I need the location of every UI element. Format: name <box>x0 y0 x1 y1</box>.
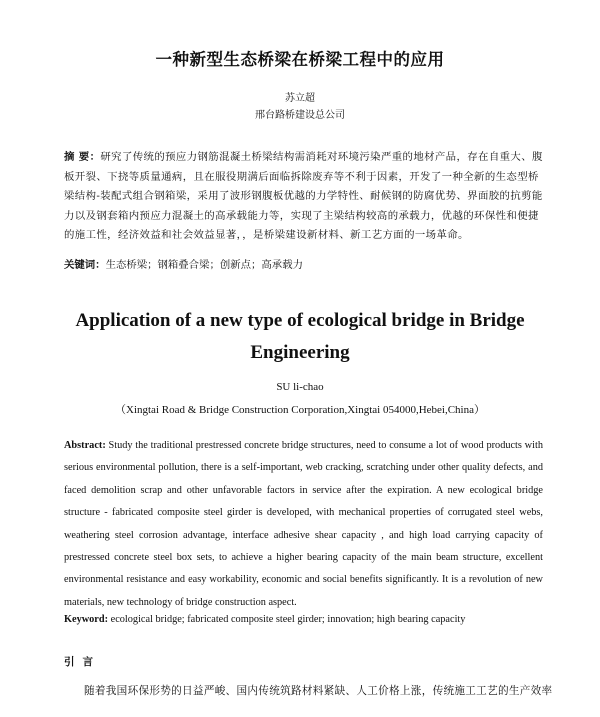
introduction-first-line: 随着我国环保形势的日益严峻、国内传统筑路材料紧缺、人工价格上涨，传统施工工艺的生产效率 <box>84 685 553 697</box>
chinese-author: 苏立超 <box>285 93 315 104</box>
english-title: Application of a new type of ecological bridge in Bridge Engineering <box>75 310 525 363</box>
english-abstract-label: Abstract: <box>64 440 106 451</box>
section-heading-introduction: 引言 <box>64 656 101 668</box>
chinese-abstract <box>64 148 544 246</box>
chinese-keywords-label: 关键词： <box>64 259 106 271</box>
chinese-keywords <box>64 256 544 271</box>
chinese-abstract-text: 研究了传统的预应力钢筋混凝土桥梁结构需消耗对环境污染严重的地材产品，存在自重大、腹板开裂、下挠等质量通病，且在服役期满后面临拆除废弃等不利于因素，开发了一种全新的生态型桥梁结构-装配式组合钢箱梁，采用了波形钢腹板优越的力学特性、耐候钢的防腐优势、界面胶的抗剪能力以及钢套箱内预应力混凝土的高承载能力等，实现了主梁结构较高的承载力，优越的环保性和便捷的施工性，经济效益和社会效益显著，，是桥梁建设新材料、新工艺方面的一场革命。 <box>64 151 543 242</box>
english-author: SU li-chao <box>276 381 324 393</box>
english-abstract-text: Study the traditional prestressed concrete bridge structures, need to consume a lot of wood products with serious environmental pollution, there is a self-important, web cracking, scratching under other quality defects, and faced demolition scrap and other unfavorable factors in service after the expiration. A new ecological bridge structure - fabricated composite steel girder is developed, with mechanical properties of corrugated steel webs, weathering steel corrosion advantage, interface adhesive shear capacity , and high load carrying capacity of prestressed concrete steel box sets, to achieve a higher bearing capacity of the main beam structure, excellent environmental resistance and easy workability, economic and social benefits significantly. It is a revolution of new materials, new technology of bridge construction aspect. <box>64 440 543 608</box>
english-keywords-label: Keyword: <box>64 614 109 625</box>
english-affiliation: （Xingtai Road & Bridge Construction Corporation,Xingtai 054000,Hebei,China） <box>115 404 485 416</box>
english-keywords <box>64 614 543 625</box>
chinese-title: 一种新型生态桥梁在桥梁工程中的应用 <box>155 50 445 69</box>
english-abstract <box>64 435 543 614</box>
chinese-affiliation: 邢台路桥建设总公司 <box>255 110 345 121</box>
chinese-keywords-text: 生态桥梁；钢箱叠合梁；创新点；高承载力 <box>105 259 303 271</box>
chinese-abstract-label: 摘 要： <box>64 151 101 163</box>
english-keywords-text: ecological bridge; fabricated composite steel girder; innovation; high bearing capacity <box>108 614 466 625</box>
